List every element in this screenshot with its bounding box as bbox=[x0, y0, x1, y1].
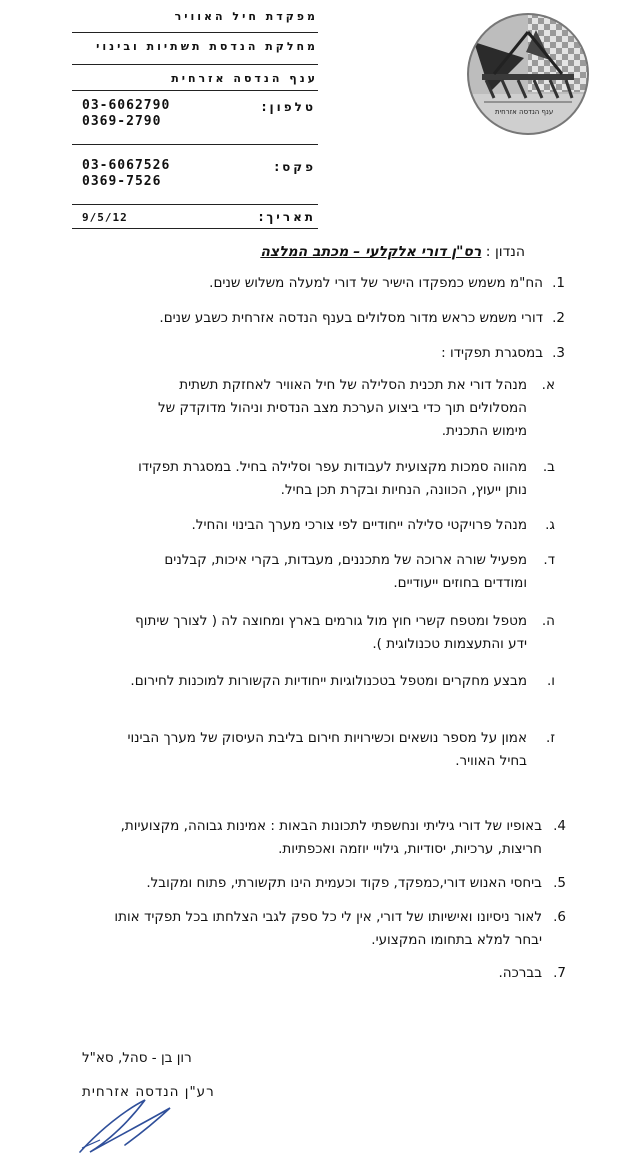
signer-title: רע"ן הנדסה אזרחית bbox=[82, 1084, 215, 1100]
sub-item-text: מנהל פרויקטי סלילה ייחודיים לפי צורכי מערך הבינוי והחיל. bbox=[191, 517, 527, 533]
letter-subject bbox=[260, 244, 525, 260]
item-number: 7. bbox=[553, 965, 566, 981]
list-item bbox=[95, 307, 565, 330]
item-number: 5. bbox=[553, 875, 566, 891]
item-number: 3. bbox=[552, 345, 565, 361]
phone-values bbox=[82, 98, 170, 130]
phone-number-1: 03-6062790 bbox=[82, 98, 171, 113]
letterhead-divider bbox=[72, 144, 318, 145]
sub-item-text: מנהל דורי את תכנית הסלילה של חיל האוויר לאחזקת תשתית המסלולים תוך כדי ביצוע הערכת מצב הנדסית וניהול מדוקדק של מימוש התכנית. bbox=[157, 377, 527, 439]
item-number: 4. bbox=[553, 818, 566, 834]
sub-item-text: מטפל ומטפח קשרי חוץ מול גורמים בארץ ומחוצה לה ( לצורך שיתוף ידע והתעצמות טכנולוגית ). bbox=[135, 613, 527, 652]
sub-item-text: מהווה סמכות מקצועית לעבודות עפר וסלילה בחיל. במסגרת תפקידו נותן ייעוץ, הכוונה, הנחיות ובקרת תכן בחיל. bbox=[138, 459, 527, 498]
list-item bbox=[102, 815, 566, 861]
sub-item-text: מבצע מחקרים ומטפל בטכנולוגיות ייחודיות הקשורות למוכנות לחירום. bbox=[130, 673, 527, 689]
item-number: 2. bbox=[552, 310, 565, 326]
item-number: 1. bbox=[552, 275, 565, 291]
sub-item-text: מפעיל שורה ארוכה של מתכננים, מעבדות, בקרי איכות, קבלנים ומודדים בחוזים ייעודיים. bbox=[164, 552, 527, 591]
sub-item-text: אמון על מספר נושאים וכשירויות חירום בליבת העיסוק של מערך הבינוי בחיל האוויר. bbox=[127, 730, 527, 769]
item-number: 6. bbox=[553, 909, 566, 925]
handwritten-signature-icon bbox=[70, 1090, 180, 1160]
item-text: ביחסי האנוש דורי,כמפקד, פקוד וכעמית הינו תקשורתי, פתוח ומקובל. bbox=[146, 875, 542, 891]
sub-item-letter: ו. bbox=[547, 673, 555, 689]
sub-list-item bbox=[127, 670, 555, 693]
sub-list-item bbox=[127, 374, 555, 443]
fax-values bbox=[82, 158, 170, 190]
air-force-civil-engineering-emblem-icon bbox=[466, 12, 590, 136]
sub-list-item bbox=[127, 456, 555, 502]
sub-item-letter: ב. bbox=[542, 459, 555, 475]
item-text: הח"מ משמש כמפקדו הישיר של דורי למעלה משלוש שנים. bbox=[209, 275, 543, 291]
sub-list-item bbox=[127, 727, 555, 773]
sub-item-letter: ג. bbox=[545, 517, 555, 533]
sub-list-item bbox=[127, 549, 555, 595]
item-text: דורי משמש כראש מדור מסלולים בענף הנדסה אזרחית כשבע שנים. bbox=[159, 310, 543, 326]
list-item bbox=[95, 342, 565, 365]
list-item bbox=[102, 906, 566, 952]
letterhead-org3: ענף הנדסה אזרחית bbox=[171, 72, 318, 85]
date-value: 9/5/12 bbox=[82, 211, 128, 224]
fax-number-1: 03-6067526 bbox=[82, 158, 171, 173]
letterhead-divider bbox=[72, 204, 318, 205]
signer-name: רון בן - סהל, סא"ל bbox=[82, 1050, 192, 1066]
letterhead-org1: מפקדת חיל האוויר bbox=[174, 10, 318, 23]
letterhead-divider bbox=[72, 228, 318, 229]
fax-number-2: 0369-7526 bbox=[82, 174, 162, 189]
list-item bbox=[102, 962, 566, 985]
item-text: לאור ניסיונו ואישיותו של דורי, אין לי כל ספק לגבי הצלחתו בכל תפקיד אותו יבחר למלא בתחומו המקצועי. bbox=[114, 909, 542, 948]
list-item bbox=[102, 872, 566, 895]
logo-caption: ענף הנדסה אזרחית bbox=[495, 108, 554, 116]
list-item bbox=[95, 272, 565, 295]
sub-item-letter: ז. bbox=[546, 730, 555, 746]
sub-item-letter: ה. bbox=[541, 613, 555, 629]
sub-list-item bbox=[127, 610, 555, 656]
sub-item-letter: ד. bbox=[543, 552, 555, 568]
sub-item-letter: א. bbox=[541, 377, 555, 393]
letterhead-org2: מחלקת הנדסת תשתיות ובינוי bbox=[96, 40, 318, 53]
subject-text: רס"ן דורי אלקלעי – מכתב המלצה bbox=[260, 244, 482, 260]
sub-list-item bbox=[127, 514, 555, 537]
date-label: תאריך: bbox=[258, 210, 316, 224]
phone-number-2: 0369-2790 bbox=[82, 114, 162, 129]
letterhead-divider bbox=[72, 32, 318, 33]
letterhead-divider bbox=[72, 90, 318, 91]
item-text: במסגרת תפקידו : bbox=[441, 345, 543, 361]
item-text: באופיו של דורי גיליתי ונחשפתי לתכונות הבאות : אמינות גבוהה, מקצועיות, חריצות, ערכיות, יסודיות, גילויי יוזמה ואכפתיות. bbox=[120, 818, 542, 857]
phone-label: טלפון: bbox=[261, 100, 316, 114]
subject-prefix: הנדון : bbox=[485, 244, 525, 260]
item-text: בברכה. bbox=[498, 965, 542, 981]
letterhead-divider bbox=[72, 64, 318, 65]
fax-label: פקס: bbox=[274, 160, 316, 174]
